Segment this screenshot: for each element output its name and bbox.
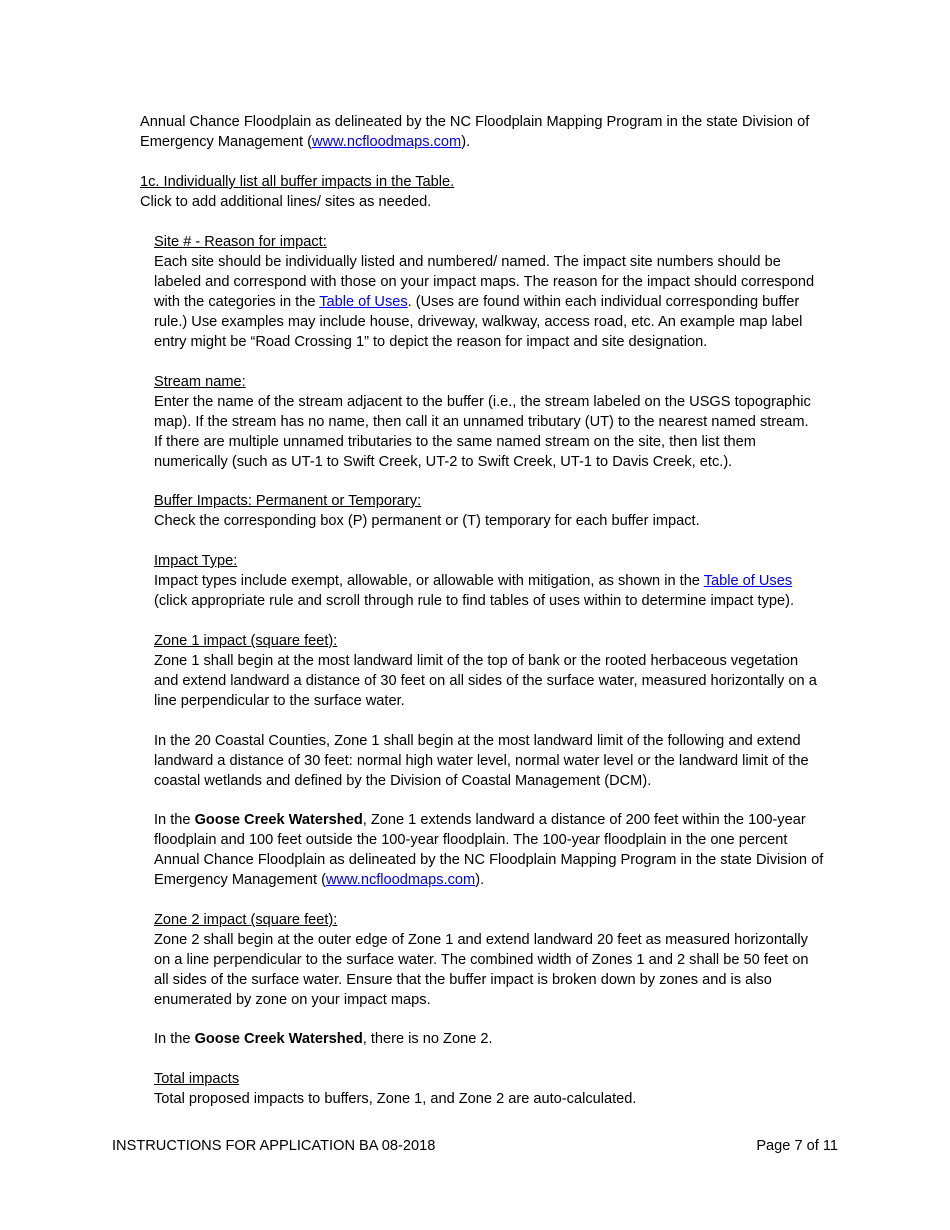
site-section — [154, 232, 814, 352]
intro-line-1: Annual Chance Floodplain as delineated by the NC Floodplain Mapping Program in the state Division of — [140, 114, 810, 130]
zone1-p2-line-1: In the 20 Coastal Counties, Zone 1 shall begin at the most landward limit of the following and extend — [154, 733, 801, 749]
zone1-p2-line-3: coastal wetlands and defined by the Division of Coastal Management (DCM). — [154, 773, 652, 789]
zone1-p3-line-3: Annual Chance Floodplain as delineated by the NC Floodplain Mapping Program in the state Division of — [154, 852, 824, 868]
footer-title: INSTRUCTIONS FOR APPLICATION BA 08-2018 — [112, 1138, 436, 1154]
site-line-2: labeled and correspond with those on your impact maps. The reason for the impact should correspond — [154, 274, 815, 290]
goose-creek-label: Goose Creek Watershed — [194, 812, 363, 828]
zone1-p1-line-3: line perpendicular to the surface water. — [154, 693, 405, 709]
table-of-uses-link[interactable]: Table of Uses — [319, 294, 408, 310]
zone2-line-2: on a line perpendicular to the surface water. The combined width of Zones 1 and 2 shall be 50 feet on — [154, 952, 809, 968]
site-line-4: rule.) Use examples may include house, driveway, walkway, access road, etc. An example map label — [154, 314, 803, 330]
ncfloodmaps-link[interactable]: www.ncfloodmaps.com — [311, 134, 462, 150]
zone2-p2-text-end: , there is no Zone 2. — [362, 1031, 493, 1047]
stream-heading: Stream name: — [154, 374, 246, 390]
site-line-3-text: with the categories in the — [154, 294, 320, 310]
zone1-p2-line-2: landward a distance of 30 feet: normal high water level, normal water level or the landward limit of the — [154, 753, 809, 769]
zone1-p3-line-2: floodplain and 100 feet outside the 100-year floodplain. The 100-year floodplain in the one percent — [154, 832, 788, 848]
goose-creek-label-2: Goose Creek Watershed — [194, 1031, 363, 1047]
zone1-p3-text-end: , Zone 1 extends landward a distance of 200 feet within the 100-year — [362, 812, 806, 828]
zone2-section — [154, 910, 808, 1010]
total-section — [154, 1069, 636, 1109]
site-heading: Site # - Reason for impact: — [154, 234, 327, 250]
zone1-p3-line-4 — [154, 870, 823, 890]
zone1-heading: Zone 1 impact (square feet): — [154, 633, 338, 649]
table-of-uses-link-2[interactable]: Table of Uses — [703, 573, 793, 589]
site-line-3-text-end: . (Uses are found within each individual corresponding buffer — [407, 294, 800, 310]
intro-text-end: ). — [461, 134, 471, 150]
buffer-line-1: Check the corresponding box (P) permanent or (T) temporary for each buffer impact. — [154, 513, 700, 529]
zone2-goose-creek-paragraph — [154, 1029, 493, 1049]
zone1-section — [154, 631, 817, 711]
impact-type-line-2: (click appropriate rule and scroll through rule to find tables of uses within to determine impact type). — [154, 593, 795, 609]
site-line-3 — [154, 292, 814, 312]
impact-type-text: Impact types include exempt, allowable, or allowable with mitigation, as shown in the — [154, 573, 704, 589]
zone2-line-4: enumerated by zone on your impact maps. — [154, 992, 431, 1008]
stream-section — [154, 372, 811, 472]
stream-line-4: numerically (such as UT-1 to Swift Creek, UT-2 to Swift Creek, UT-1 to Davis Creek, etc.). — [154, 454, 733, 470]
zone1-p3-line-4-end: ). — [475, 872, 485, 888]
zone2-p2-text: In the — [154, 1031, 195, 1047]
section-1c-note: Click to add additional lines/ sites as needed. — [140, 194, 432, 210]
zone2-heading: Zone 2 impact (square feet): — [154, 912, 338, 928]
zone1-coastal-paragraph — [154, 731, 809, 791]
zone1-p3-line-4-text: Emergency Management ( — [154, 872, 326, 888]
stream-line-1: Enter the name of the stream adjacent to the buffer (i.e., the stream labeled on the USGS topographic — [154, 394, 811, 410]
ncfloodmaps-link-2[interactable]: www.ncfloodmaps.com — [325, 872, 476, 888]
buffer-section — [154, 491, 700, 531]
total-heading: Total impacts — [154, 1071, 240, 1087]
zone2-line-1: Zone 2 shall begin at the outer edge of Zone 1 and extend landward 20 feet as measured horizontally — [154, 932, 808, 948]
zone1-p3-text: In the — [154, 812, 195, 828]
section-1c — [140, 172, 454, 212]
buffer-heading: Buffer Impacts: Permanent or Temporary: — [154, 493, 422, 509]
intro-line-2 — [140, 132, 809, 152]
intro-text: Emergency Management ( — [140, 134, 312, 150]
site-line-1: Each site should be individually listed and numbered/ named. The impact site numbers should be — [154, 254, 781, 270]
zone1-p1-line-2: and extend landward a distance of 30 feet on all sides of the surface water, measured horizontally on a — [154, 673, 817, 689]
zone1-goose-creek-paragraph — [154, 810, 823, 890]
zone2-line-3: all sides of the surface water. Ensure that the buffer impact is broken down by zones and is also — [154, 972, 772, 988]
page-number: Page 7 of 11 — [756, 1138, 838, 1154]
total-line-1: Total proposed impacts to buffers, Zone 1, and Zone 2 are auto-calculated. — [154, 1091, 637, 1107]
impact-type-line-1 — [154, 571, 794, 591]
stream-line-2: map). If the stream has no name, then call it an unnamed tributary (UT) to the nearest named stream. — [154, 414, 809, 430]
impact-type-heading: Impact Type: — [154, 553, 238, 569]
zone1-p1-line-1: Zone 1 shall begin at the most landward limit of the top of bank or the rooted herbaceous vegetation — [154, 653, 799, 669]
section-1c-heading: 1c. Individually list all buffer impacts in the Table. — [140, 174, 455, 190]
intro-paragraph — [140, 112, 809, 152]
site-line-5: entry might be “Road Crossing 1” to depict the reason for impact and site designation. — [154, 334, 708, 350]
impact-type-section — [154, 551, 794, 611]
stream-line-3: If there are multiple unnamed tributaries to the same named stream on the site, then list them — [154, 434, 756, 450]
zone1-p3-line-1 — [154, 810, 823, 830]
